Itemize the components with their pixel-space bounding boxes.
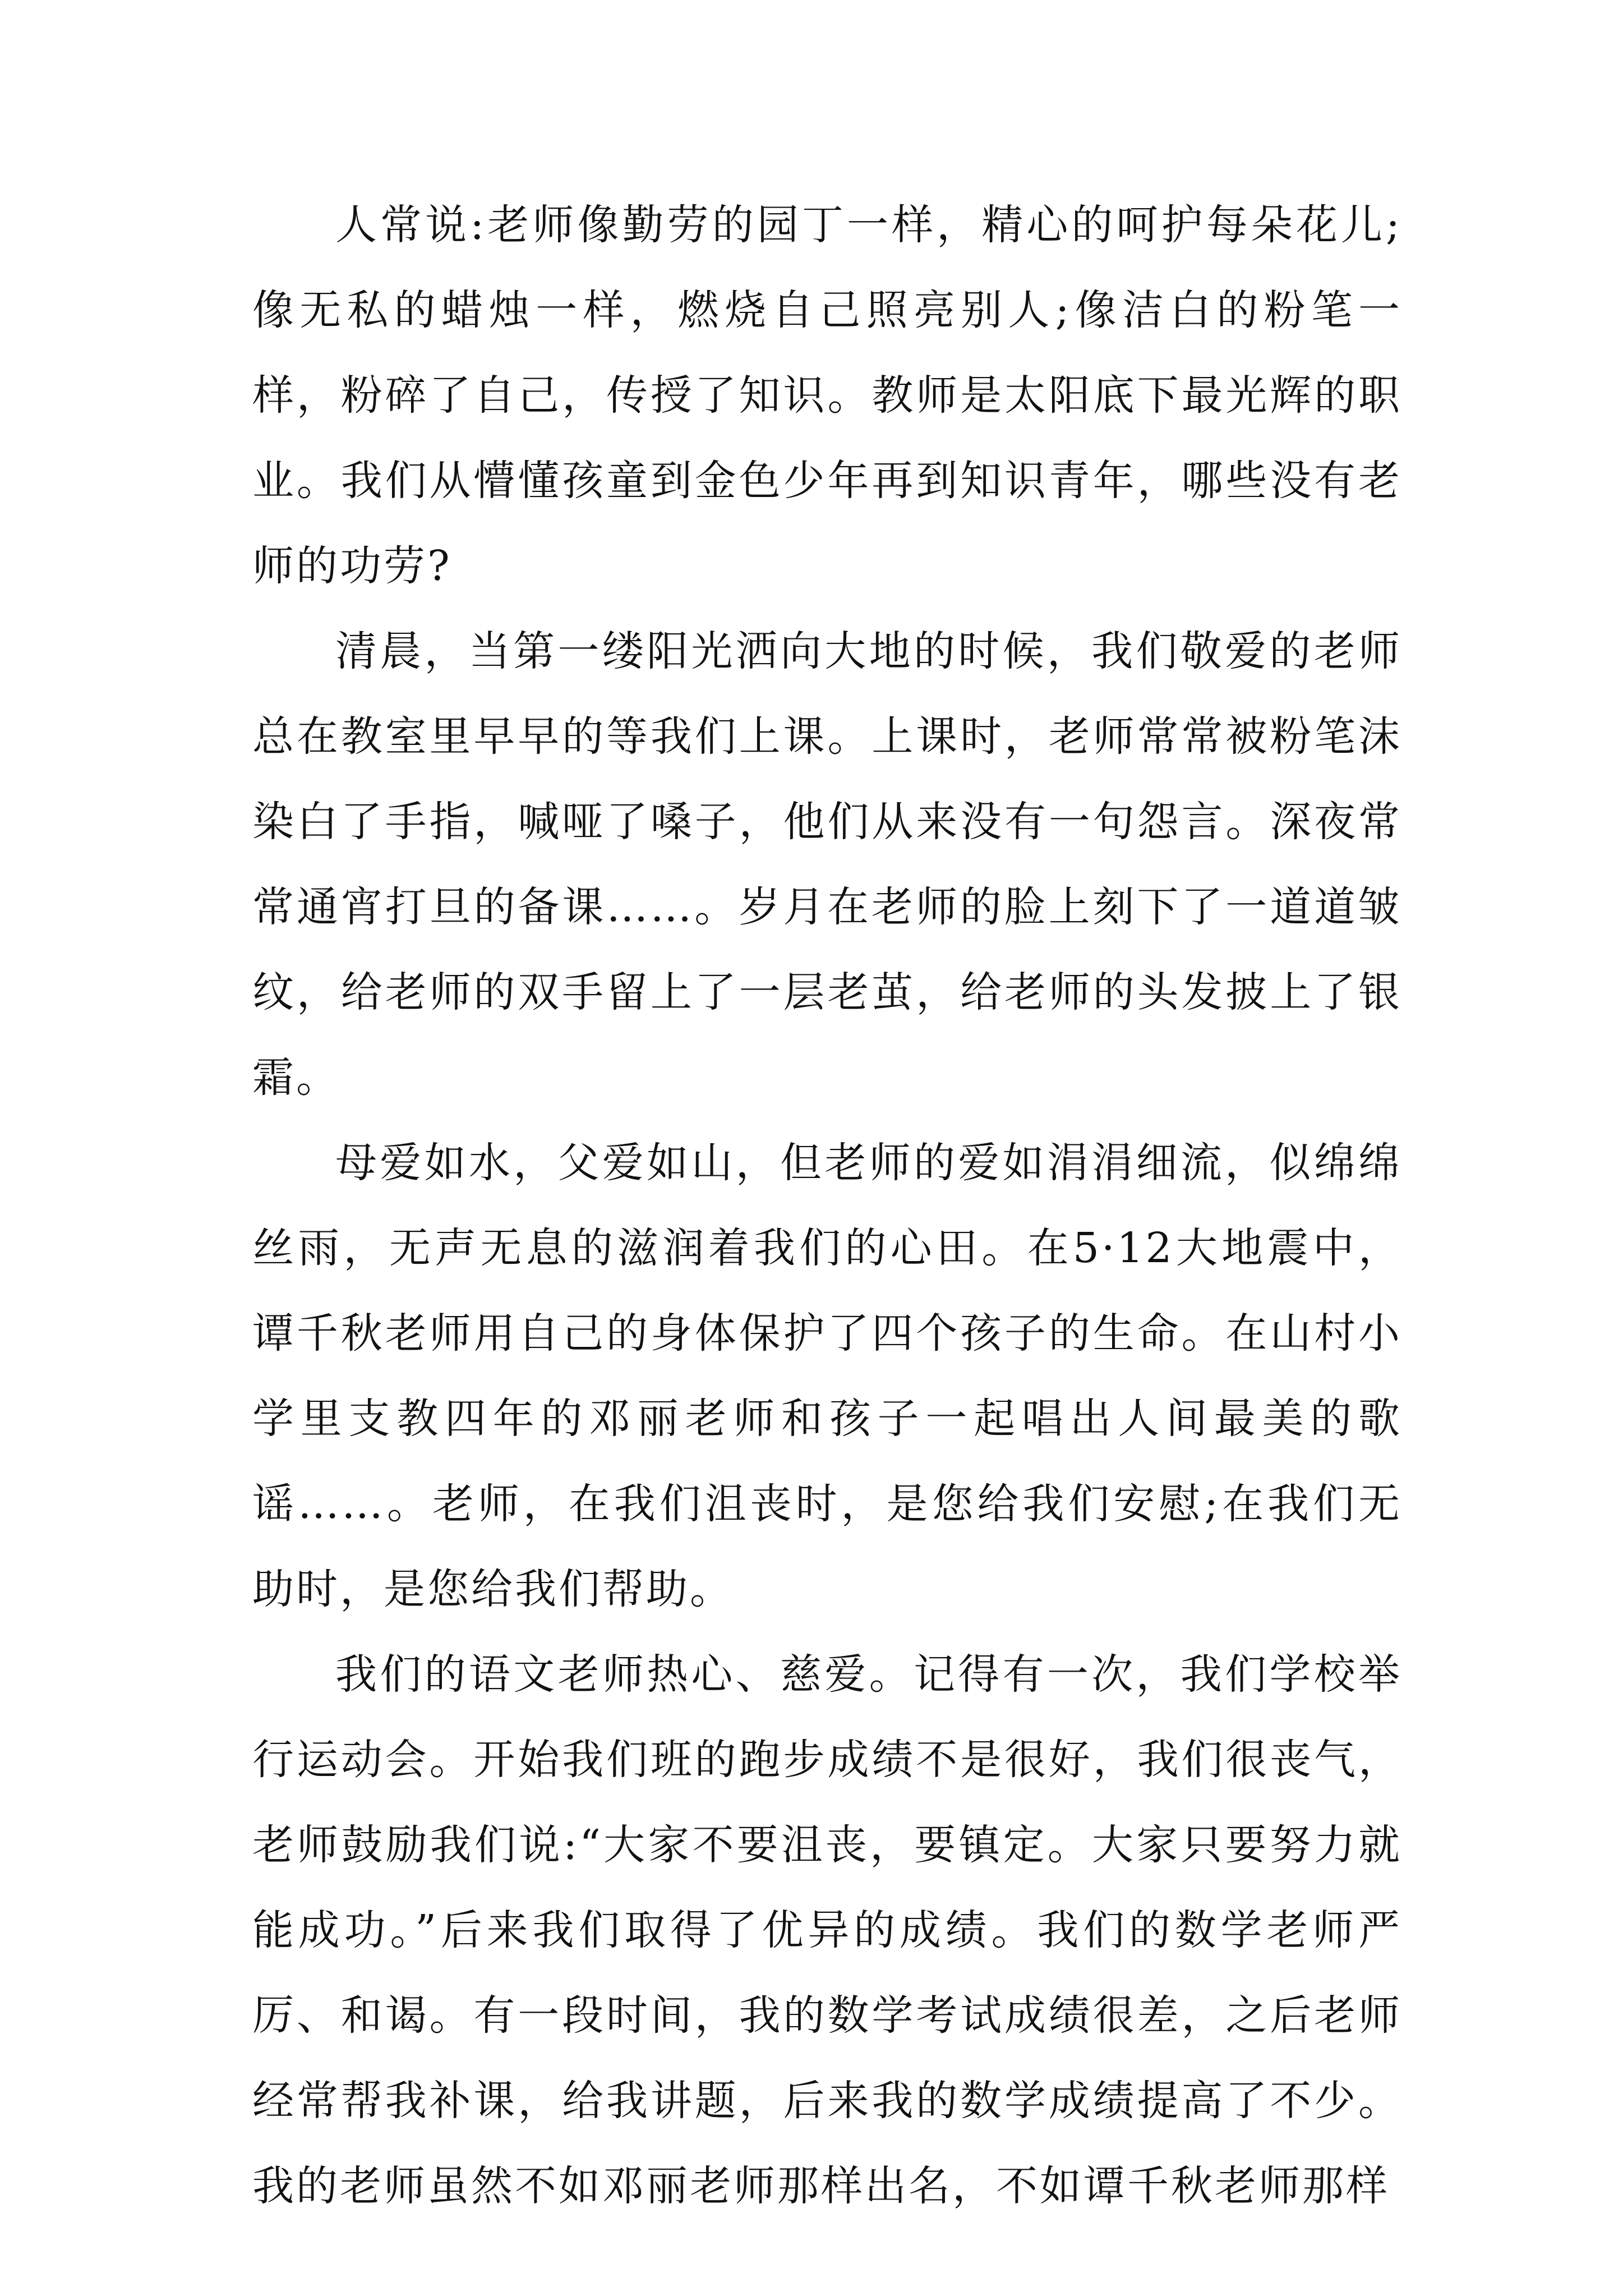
- paragraph-1: 人常说:老师像勤劳的园丁一样，精心的呵护每朵花儿;像无私的蜡烛一样，燃烧自己照亮别人;像洁白的粉笔一样，粉碎了自己，传授了知识。教师是太阳底下最光辉的职业。我们从懵懂孩童到金色少年再到知识青年，哪些没有老师的功劳?: [252, 201, 1402, 590]
- paragraph-2: 清晨，当第一缕阳光洒向大地的时候，我们敬爱的老师总在教室里早早的等我们上课。上课时，老师常常被粉笔沫染白了手指，喊哑了嗓子，他们从来没有一句怨言。深夜常常通宵打旦的备课……。岁月在老师的脸上刻下了一道道皱纹，给老师的双手留上了一层老茧，给老师的头发披上了银霜。: [252, 627, 1402, 1102]
- document-body: [252, 182, 1402, 2229]
- paragraph-3: 母爱如水，父爱如山，但老师的爱如涓涓细流，似绵绵丝雨，无声无息的滋润着我们的心田。在5·12大地震中，谭千秋老师用自己的身体保护了四个孩子的生命。在山村小学里支教四年的邓丽老师和孩子一起唱出人间最美的歌谣……。老师，在我们沮丧时，是您给我们安慰;在我们无助时，是您给我们帮助。: [252, 1139, 1402, 1613]
- paragraph-4: 我们的语文老师热心、慈爱。记得有一次，我们学校举行运动会。开始我们班的跑步成绩不是很好，我们很丧气，老师鼓励我们说:“大家不要沮丧，要镇定。大家只要努力就能成功。”后来我们取得了优异的成绩。我们的数学老师严厉、和谒。有一段时间，我的数学考试成绩很差，之后老师经常帮我补课，给我讲题，后来我的数学成绩提高了不少。我的老师虽然不如邓丽老师那样出名，不如谭千秋老师那样: [252, 1650, 1402, 2210]
